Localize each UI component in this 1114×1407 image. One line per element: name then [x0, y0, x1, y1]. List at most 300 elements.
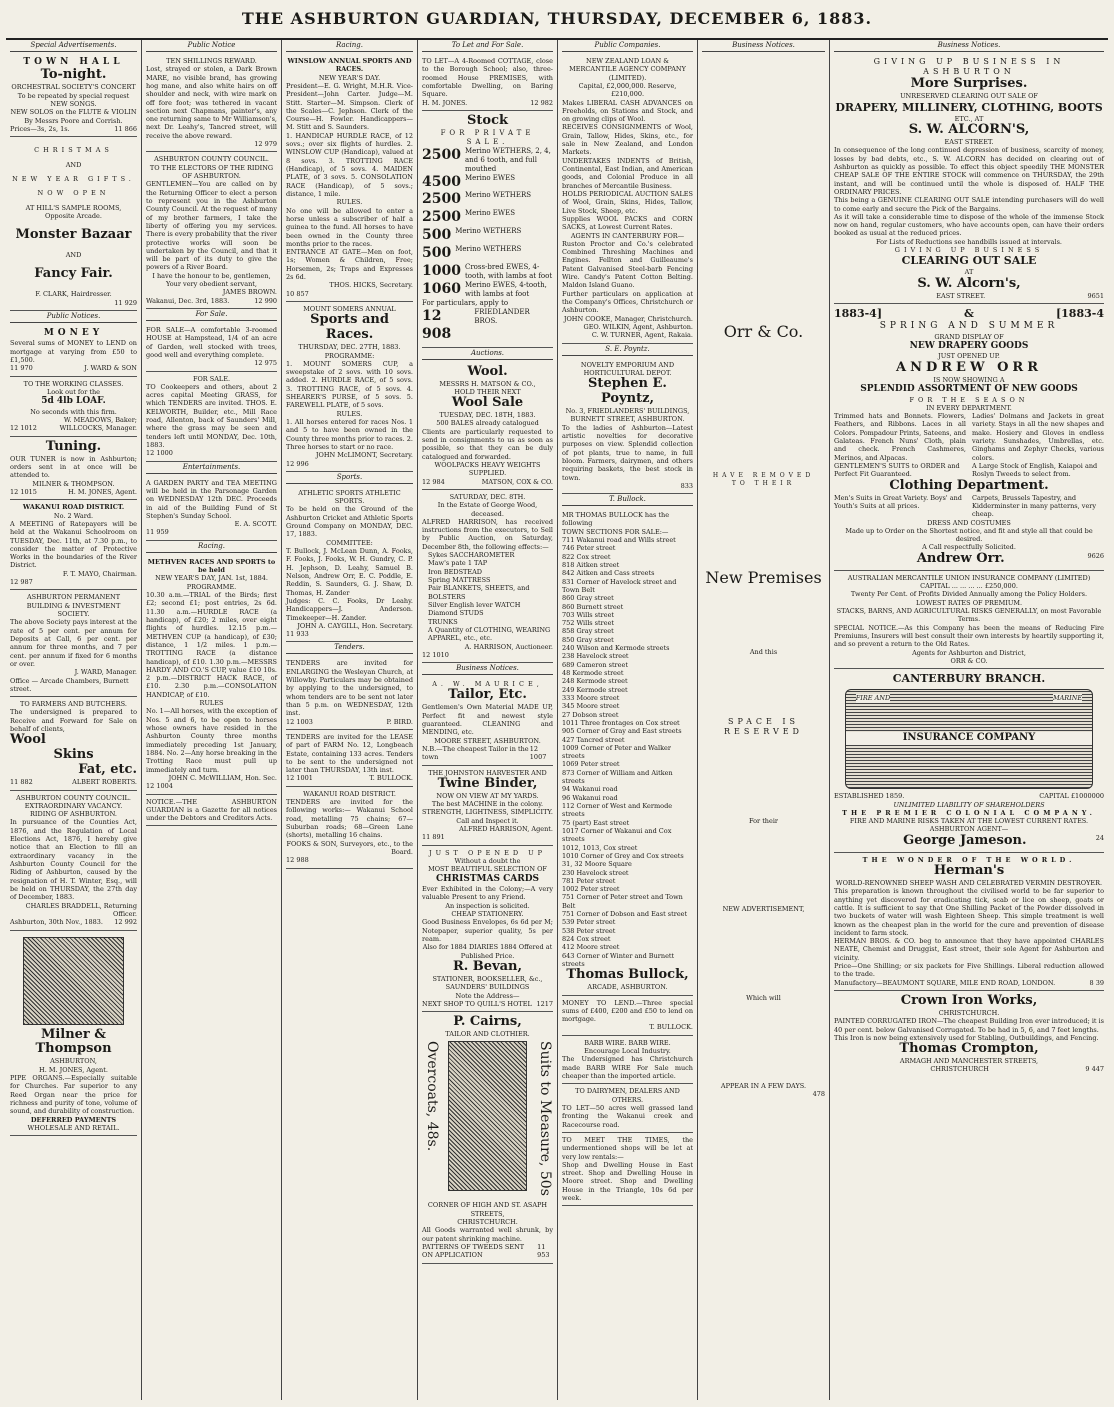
mount-somers-ad	[286, 302, 413, 472]
organ-ad	[10, 931, 137, 1137]
ad-heading: TO THE ELECTORS OF THE RIDING OF ASHBURTON.	[149, 163, 274, 181]
stock-item	[422, 209, 553, 227]
ad-text: This being a GENUINE CLEARING OUT SALE intending purchasers will do well to come early and secure the Pick of the Bargains.	[834, 196, 1104, 213]
ad-text: A Call respectfully Solicited.	[922, 543, 1016, 552]
ad-title: Fancy Fair.	[34, 266, 113, 282]
ad-text: 1. HANDICAP HURDLE RACE, of 12 sovs.; over six flights of hurdles. 2. WINSLOW CUP (Handicap), valued at 8 sovs. 3. TROTTING RACE (Handicap), of 5 sovs. 4. MAIDEN PLATE, of 3 sovs. 5. CONSOLATION RACE (Handicap), of 5 sovs.; distance, 1 mile.	[286, 131, 413, 198]
section-item: 230 Havelock street	[562, 868, 629, 877]
ad-text: Several sums of MONEY to LEND on mortgage at varying from £50 to £1,500.	[10, 339, 137, 365]
ad-text: No. 1—All horses, with the exception of Nos. 5 and 6, to be open to horses whose owners have resided in the Ashburton County three months immediately preceding 1st January, 1884. No. 2—Any horse breaking in the Trotting Race must pull up immediately and turn.	[146, 707, 277, 774]
section-item: 1017 Corner of Wakanui and Cox streets	[562, 826, 672, 844]
ad-title: Clothing Department.	[889, 477, 1049, 493]
section-item: 1012, 1013, Cox street	[562, 843, 638, 852]
ad-signature: JOHN C. McWILLIAM, Hon. Sec.	[168, 773, 277, 782]
ad-heading: DEFERRED PAYMENTS	[30, 1115, 117, 1124]
ad-heading: PROGRAMME.	[186, 582, 237, 591]
stock-desc: Merino EWES, 4-tooth, with lambs at foot	[464, 280, 547, 298]
insurance-badge-illustration	[845, 689, 1093, 789]
ad-text: TENDERS are invited for the following works:— Wakanui School road, metalling 75 chains; 67—Suburban roads; 68—Green Lane (shorts), metalling 16 chains.	[286, 798, 413, 840]
ad-text: UNLIMITED LIABILITY OF SHAREHOLDERS	[893, 800, 1045, 809]
ad-text: PATTERNS OF TWEEDS SENT ON APPLICATION	[422, 1242, 525, 1260]
ad-title: P. Cairns,	[453, 1014, 522, 1030]
ad-text: All Goods warranted well shrunk, by our patent shrinking machine.	[422, 1226, 553, 1243]
stock-qty: 500	[422, 245, 452, 262]
tender-church-ad	[286, 656, 413, 730]
ad-signature: H. M. JONES.	[422, 98, 468, 107]
ad-text: Further particulars on application at the Company's Offices, Christchurch or Ashburton.	[562, 289, 693, 315]
columns	[6, 40, 1108, 1400]
ad-heading: TEN SHILLINGS REWARD.	[166, 56, 257, 65]
section-heading: For Sale.	[146, 309, 277, 321]
stock-item	[422, 245, 553, 263]
ad-text: FIRE AND MARINE RISKS TAKEN AT THE LOWEST CURRENT RATES.	[849, 817, 1089, 826]
loan-company-ad	[562, 54, 693, 344]
section-item: 538 Peter street	[562, 926, 616, 935]
ad-text: In consequence of the long continued depression of business, scarcity of money, losses by bad debts, etc., S. W. ALCORN has decided on clearing out of Ashburton as quickly as possible. To effect this object speedily THE MONSTER CHEAP SALE OF THE ENTIRE STOCK will commence on THURSDAY, the 29th instant, and will be continued until the whole is disposed of. HALF THE ORDINARY PRICES.	[834, 146, 1104, 196]
ad-heading: MESSRS H. MATSON & CO.,	[439, 379, 536, 388]
section-heading: Entertainments.	[146, 462, 277, 474]
stock-qty: 1000	[422, 263, 461, 280]
ad-ref: 12 908	[422, 307, 452, 342]
athletic-ad	[286, 486, 413, 643]
ad-text: AND	[65, 251, 82, 260]
ad-text: OUR TUNER is now in Ashburton; orders sent in at once will be attended to.	[10, 454, 137, 480]
ad-text: ORCHESTRAL SOCIETY'S CONCERT	[11, 83, 136, 92]
ad-text: Made up to Order on the Shortest notice, and fit and style all that could be desired.	[845, 526, 1093, 544]
cairns-ad	[422, 1012, 553, 1263]
county-letter-ad	[146, 152, 277, 309]
ad-text: HOLD THEIR NEXT	[454, 387, 521, 396]
ad-text: AND	[65, 160, 82, 169]
section-item: 31, 32 Moore Square	[562, 860, 632, 869]
section-item: 751 Corner of Dobson and East street	[562, 910, 688, 919]
ad-text: Office — Arcade Chambers, Burnett street.	[10, 676, 129, 693]
ad-text: SAUNDERS' BUILDINGS	[445, 983, 530, 992]
stock-item	[422, 227, 553, 245]
stock-desc: Merino WETHERS	[464, 191, 532, 200]
ad-heading: ASHBURTON COUNTY COUNCIL.	[16, 793, 131, 802]
ad-heading: THE PREMIER COLONIAL COMPANY.	[842, 808, 1096, 817]
organ-illustration	[23, 937, 125, 1025]
ad-text: President—E. G. Wright, M.H.R. Vice-President—John Carter. Judge—M. Stitt. Starter—M. Simpson. Clerk of the Scales—C. Jephson. Clerk of the Course—H. Fowler. Handicappers—M. Stitt and S. Saunders.	[286, 81, 413, 132]
ad-signature: MATSON, COX & CO.	[481, 477, 553, 486]
money-ad	[10, 325, 137, 377]
methven-ad	[146, 555, 277, 795]
cottage-ad	[422, 54, 553, 111]
ad-heading: CHEAP STATIONERY.	[451, 910, 524, 919]
masthead: THE ASHBURTON GUARDIAN, THURSDAY, DECEMBER 6, 1883.	[6, 6, 1108, 40]
section-item: 643 Corner of Winter and Burnett streets	[562, 951, 675, 968]
ad-title: Milner & Thompson	[35, 1026, 112, 1057]
stock-ad	[422, 111, 553, 348]
ad-title: George Jameson.	[903, 832, 1027, 848]
ad-signature: JOHN COOKE, Manager, Christchurch.	[563, 314, 693, 323]
ad-text: Clients are particularly requested to send in consignments to us as soon as possible, so that they can be duly catalogued and forwarded.	[422, 427, 553, 461]
ad-text: WOOLPACKS HEAVY WEIGHTS SUPPLIED.	[434, 460, 541, 478]
section-heading: Tenders.	[286, 642, 413, 654]
ad-text: TUESDAY, DEC. 18TH, 1883.	[439, 411, 536, 420]
ad-text: PIPE ORGANS.—Especially suitable for Churches. Far superior to any Reed Organ near the price for richness and purity of tone, volume of sound, and durability of construction.	[10, 1074, 137, 1116]
ad-text: ALFRED HARRISON, has received instructions from the executors, to Sell by Public Auction, on Saturday, December 8th, the following effects:—	[422, 517, 553, 551]
ad-text: TO MEET THE TIMES, the undermentioned shops will be let at very low rentals:—	[562, 1135, 693, 1161]
ad-heading: NEW YEAR'S DAY, JAN. 1st, 1884.	[155, 574, 268, 583]
section-heading: Business Notices.	[702, 40, 825, 52]
section-item: 860 Burnett street	[562, 602, 624, 611]
ad-title: Stephen E. Poyntz,	[588, 376, 667, 407]
ad-text: MOST BEAUTIFUL SELECTION OF	[428, 865, 547, 874]
section-item: 27 Dobson street	[562, 710, 619, 719]
ad-text: WORLD-RENOWNED SHEEP WASH AND CELEBRATED VERMIN DESTROYER.	[835, 878, 1103, 887]
ad-text: WHOLESALE AND RETAIL.	[27, 1123, 120, 1132]
ad-text: HAVE REMOVED TO THEIR	[712, 472, 815, 488]
ad-ref: 11 929	[114, 298, 137, 307]
section-item: 75 (part) East street	[562, 818, 630, 827]
ad-text: For particulars, apply to	[422, 298, 509, 307]
ad-ref: 12 975	[254, 359, 277, 368]
ad-ref: 24	[1095, 833, 1104, 842]
ad-ref: 12 982	[530, 98, 553, 107]
sections-list	[562, 536, 693, 968]
ad-signature: W. MEADOWS, Baker;	[63, 416, 137, 425]
ad-title: S. W. ALCORN'S,	[908, 122, 1030, 138]
ad-text: STACKS, BARNS, AND AGRICULTURAL RISKS GENERALLY, on most Favorable Terms.	[836, 606, 1102, 624]
ad-text: Twenty Per Cent. of Profits Divided Annually among the Policy Holders.	[850, 590, 1088, 599]
ad-text: NOW OPEN	[37, 189, 110, 198]
ad-text: IN EVERY DEPARTMENT.	[926, 403, 1012, 412]
ad-text: A MEETING of Ratepayers will be held at the Wakanui Schoolroom on TUESDAY, Dec. 11th, at 7.30 p.m., to consider the matter of Protective Works in the boundaries of the River District.	[10, 519, 137, 570]
ad-heading: RULES.	[336, 409, 363, 418]
ad-signature: A. HARRISON, Auctioneer.	[464, 642, 553, 651]
herman-ad	[834, 853, 1104, 991]
stock-item	[422, 174, 553, 192]
ad-text: SPACE IS RESERVED	[724, 716, 803, 736]
ad-text: THURSDAY, DEC. 27TH, 1883.	[298, 343, 401, 352]
ad-ref: 12 987	[10, 578, 33, 587]
ad-text: H. M. JONES, Agent.	[39, 1065, 108, 1074]
ad-title: Fat, etc.	[78, 762, 137, 778]
ad-title: CHRISTMAS CARDS	[435, 873, 540, 884]
ad-text: NEW SONGS.	[50, 100, 97, 109]
section-item: 752 Wills street	[562, 619, 615, 628]
ad-text: Judges: C. C. Fooks, Dr Leahy. Handicappers—J. Anderson. Timekeeper—H. Zander.	[286, 596, 413, 622]
ad-text: HERMAN BROS. & CO. beg to announce that they have appointed CHARLES NEATE, Chemist and Druggist, East street, their sole Agent for Ashburton and vicinity.	[834, 937, 1104, 962]
ad-heading: AUSTRALIAN MERCANTILE UNION INSURANCE COMPANY (LIMITED)	[847, 573, 1091, 582]
column-3	[282, 40, 418, 1400]
loaf-ad	[10, 377, 137, 437]
column-1	[6, 40, 142, 1400]
ad-text: And this	[749, 648, 778, 657]
badge-text: INSURANCE COMPANY	[846, 732, 1092, 745]
ad-text: Call and Inspect it.	[456, 816, 519, 825]
ad-text: STRENGTH, LIGHTNESS, SIMPLICITY.	[422, 808, 553, 817]
ad-text: Without a doubt the	[454, 856, 521, 865]
ad-ref: 10 857	[286, 289, 309, 298]
ad-text: Encourage Local Industry.	[584, 1047, 671, 1056]
effect-item: Maw's pate 1 TAP	[428, 559, 488, 568]
ad-text: NEW ADVERTISEMENT,	[722, 905, 805, 914]
ad-title: Thomas Bullock,	[566, 967, 689, 983]
ad-title: Thomas Crompton,	[899, 1041, 1039, 1057]
ad-ref: 12 1010	[422, 650, 449, 659]
ad-ref: 11 933	[286, 630, 309, 639]
stock-desc: Cross-bred EWES, 4-tooth, with lambs at foot	[464, 263, 553, 281]
lend-ad	[562, 996, 693, 1036]
ad-text: Ladies' Dolmans and Jackets in great variety. Stays in all the new shapes and make. Hosiery and Gloves in endless variety. Sunshades, Umbrellas, etc. Ginghams and Zephyr Checks, various colors.	[972, 412, 1104, 462]
ad-text: JUST OPENED UP.	[938, 352, 1000, 361]
ad-text: No seconds with this firm.	[30, 407, 117, 416]
ad-heading: SPRING AND SUMMER	[879, 321, 1059, 332]
ad-heading: THE WONDER OF THE WORLD.	[862, 855, 1076, 864]
ad-text: The Undersigned has Christchurch made BARB WIRE For Sale much cheaper than the imported article.	[562, 1055, 693, 1081]
ad-heading: FOR PRIVATE SALE.	[440, 128, 535, 146]
ad-text: Supplies WOOL PACKS and CORN SACKS, at Lowest Current Rates.	[562, 214, 693, 232]
column-7	[830, 40, 1108, 1400]
ad-text: In pursuance of the Counties Act, 1876, and the Regulation of Local Elections Act, 1876, I hereby give notice that an Election to fill an extraordinary vacancy in the Ashburton County Council for the Riding of Ashburton, caused by the resignation of H. T. Winter, Esq., will be held on THURSDAY, the 27th day of December, 1883.	[10, 818, 137, 902]
ad-heading: EXTRAORDINARY VACANCY.	[24, 801, 123, 810]
ad-text: Manufactory—BEAUMONT SQUARE, MILE END ROAD, LONDON.	[834, 978, 1056, 987]
binder-ad	[422, 766, 553, 846]
section-heading: Sports.	[286, 472, 413, 484]
ad-title: Sports and Races.	[310, 312, 389, 343]
ad-title: [1883-4	[1055, 307, 1104, 321]
insurance-ad	[834, 571, 1104, 669]
town-sections-ad	[562, 508, 693, 995]
ad-text: Price—One Shilling; or six packets for Five Shillings. Liberal reduction allowed to the trade.	[834, 962, 1104, 979]
ad-signature: J. WARD, Manager.	[74, 668, 137, 677]
ad-signature: FOOKS & SON, Surveyors, etc., to the Board.	[286, 839, 413, 856]
ad-heading: TOWN SECTIONS FOR SALE:—	[562, 527, 669, 536]
stock-qty: 2500	[422, 146, 461, 163]
ad-heading: TO FARMERS AND BUTCHERS.	[20, 700, 127, 709]
section-item: 249 Kermode street	[562, 685, 628, 694]
ad-ref: 11 959	[146, 528, 169, 537]
wool-sale-ad	[422, 362, 553, 490]
ad-text: A GARDEN PARTY and TEA MEETING will be held in the Parsonage Garden on WEDNESDAY 12th DEC. Proceeds in aid of the Building Fund of St Stephen's Sunday School.	[146, 478, 277, 520]
ad-text: CHRISTCHURCH.	[457, 1218, 518, 1226]
ad-heading: ATHLETIC SPORTS ATHLETIC SPORTS.	[298, 488, 401, 506]
section-heading: Special Advertisements.	[10, 40, 137, 52]
ad-heading: AGENTS IN CANTERBURY FOR—	[570, 231, 685, 240]
ad-text: This preparation is known throughout the civilised world to be far superior to anything yet discovered for eradicating tick, scab or lice on sheep, goats or cattle. It is sufficient to say that One Shilling Packet of the Powder dissolved in two buckets of water will wash Eighteen Sheep. This simple treatment is well known as the cheapest plan in the world for the cure and prevention of disease incident to farm stock.	[834, 887, 1104, 937]
ad-text: To the ladies of Ashburton—Latest artistic novelties for decorative purposes on view. Splendid collection of pot plants, true to name, in full bloom. Farmers, dairymen, and others requiring baskets, the best stock in town.	[562, 423, 693, 482]
ad-text: CAPITAL ... ... ... ... £250,000.	[920, 582, 1018, 591]
ad-ref: 11 953	[537, 1242, 550, 1260]
ad-heading: DRESS AND COSTUMES	[927, 518, 1011, 527]
section-heading: Racing.	[146, 541, 277, 553]
ad-text: 10.30 a.m.—TRIAL of the Birds; first £2; second £1; post entries, 2s 6d. 11.30 a.m.—HURDLE RACE (a handicap), of £20; 2 miles, over eight flights of hurdles. 12.15 p.m.—METHVEN CUP (a handicap), of £30; distance, 1 1/2 miles. 1 p.m.—TROTTING RACE (a distance handicap), of £10. 1.30 p.m.—MESSRS HARDY AND CO.'S CUP, value £10 10s. 2 p.m.—DISTRICT HACK RACE, of £10. 2.30 p.m.—CONSOLATION HANDICAP, of £10.	[146, 591, 277, 699]
concert-ad	[10, 54, 137, 137]
ad-text: The best MACHINE in the colony.	[431, 800, 544, 809]
stock-qty: 4500	[422, 173, 461, 190]
ad-title: Twine Binder,	[437, 775, 538, 791]
stock-qty: 500	[422, 227, 452, 244]
ad-title: R. Bevan,	[452, 958, 523, 974]
ad-heading: MOUNT SOMERS ANNUAL	[303, 305, 396, 314]
section-item: 711 Wakanui road and Wills street	[562, 536, 676, 545]
ad-heading: CHRISTMAS	[34, 146, 113, 155]
section-heading: Racing.	[286, 40, 413, 52]
ad-signature: WILLCOCKS, Manager.	[59, 424, 137, 433]
effect-item: Pair BLANKETS, SHEETS, and BOLSTERS	[428, 584, 530, 601]
ad-title: 1883-4]	[834, 307, 883, 321]
section-item: 345 Moore street	[562, 702, 620, 711]
ad-ref: 12 1001	[286, 774, 313, 783]
stock-item	[422, 147, 553, 174]
ad-heading: METHVEN RACES AND SPORTS to be held	[147, 557, 276, 575]
ad-text: SPECIAL NOTICE.—As this Company has been the means of Reducing Fire Premiums, Insurers will best consult their own interests by heartily supporting it, and so prevent a return to the Old Rates.	[834, 623, 1104, 649]
ad-text: RECEIVES CONSIGNMENTS of Wool, Grain, Tallow, Hides, Skins, etc., for sale in New Zealand, and London Markets.	[562, 123, 693, 157]
ad-signature: THOS. HICKS, Secretary.	[329, 281, 413, 290]
effect-item: Spring MATTRESS	[428, 576, 491, 585]
ad-text: F. CLARK, Hairdresser.	[35, 290, 112, 299]
section-item: 824 Cox street	[562, 935, 611, 944]
ad-text: T. Bullock, J. McLean Dunn, A. Fooks, F. Fooks, J. Fooks, W. H. Gundry, C. P. H. Jephson, D. Leahy, Samuel B. Nelson, Andrew Orr, E. C. Poddle, E. Reddin, S. Saunders, G. J. Shaw, D. Thomas, H. Zander	[286, 547, 413, 597]
ad-text: ARMAGH AND MANCHESTER STREETS,	[899, 1057, 1039, 1066]
ad-heading: NEW YEAR GIFTS.	[12, 174, 135, 183]
ad-heading: COMMITTEE:	[326, 538, 373, 547]
ad-text: ENTRANCE AT GATE—Men on foot, 1s; Women & Children, Free; Horsemen, 2s; Traps and Expresses 2s 6d.	[286, 248, 413, 282]
ad-ref: 8 39	[1089, 978, 1104, 987]
badge-text: MARINE	[1052, 694, 1083, 703]
bazaar-ad	[10, 137, 137, 311]
ad-text: The undersigned is prepared to Receive and Forward for Sale on behalf of clients,	[10, 708, 137, 734]
ad-text: HOLDS PERIODICAL AUCTION SALES of Wool, Grain, Skins, Hides, Tallow, Live Stock, Sheep, etc.	[562, 189, 693, 215]
ad-text: For their	[748, 817, 779, 826]
ad-ref: 11 882	[10, 778, 33, 787]
ad-title: Stock	[467, 112, 508, 128]
section-item: 48 Kermode street	[562, 669, 624, 678]
ad-text: GENTLEMEN'S SUITS to ORDER and Perfect Fit Guaranteed.	[834, 462, 960, 479]
section-item: 112 Corner of West and Kermode streets	[562, 802, 673, 819]
ad-title: Skins	[53, 747, 94, 763]
ad-ref: 1217	[536, 999, 553, 1008]
shops-ad	[562, 1133, 693, 1207]
section-item: 905 Corner of Gray and East streets	[562, 727, 682, 736]
section-heading: Public Notice	[146, 40, 277, 52]
canterbury-ad	[834, 669, 1104, 853]
ad-signature: MILNER & THOMPSON.	[32, 479, 115, 488]
ad-ref: 12 1003	[286, 717, 313, 726]
winslow-ad	[286, 54, 413, 302]
ad-signature: ALFRED HARRISON, Agent.	[459, 825, 553, 834]
section-item: 248 Kermode street	[562, 677, 628, 686]
ad-signature: GEO. WILKIN, Agent, Ashburton.	[583, 322, 693, 331]
ad-text: Look out for the	[46, 388, 101, 396]
stock-item	[422, 191, 553, 209]
section-item: 860 Gray street	[562, 594, 614, 603]
ad-ref: 12 979	[254, 140, 277, 149]
section-item: 539 Peter street	[562, 918, 616, 927]
ad-ref: 12 990	[254, 296, 277, 305]
ad-title: To-night.	[40, 67, 107, 83]
section-item: 831 Corner of Havelock street and Town Belt	[562, 577, 677, 594]
ad-heading: BARB WIRE. BARB WIRE.	[584, 1038, 671, 1047]
ad-title: Wool Sale	[451, 395, 524, 411]
tender-lease-ad	[286, 730, 413, 787]
section-item: 96 Wakanui road	[562, 793, 618, 802]
tuning-ad	[10, 437, 137, 501]
section-heading: Public Companies.	[562, 40, 693, 52]
ad-text: Prices—3s, 2s, 1s.	[10, 124, 70, 133]
ad-text: Ever Exhibited in the Colony;—A very valuable Present to any Friend.	[422, 885, 553, 902]
ad-ref: 12 1012	[10, 424, 37, 433]
ad-title: Monster Bazaar	[15, 227, 132, 243]
ad-text: NOTICE.—THE ASHBURTON GUARDIAN is a Gazette for all notices under the Debtors and Creditors Acts.	[146, 797, 277, 823]
ad-title: Crown Iron Works,	[900, 993, 1038, 1009]
ad-title: &	[964, 307, 974, 321]
ad-text: ETC., AT	[954, 114, 984, 123]
ad-text: ESTABLISHED 1859.	[834, 792, 905, 801]
section-heading: To Let and For Sale.	[422, 40, 553, 52]
section-item: 858 Gray street	[562, 627, 614, 636]
county-ad	[10, 791, 137, 931]
ad-text: UNDERTAKES INDENTS of British, Continental, East Indian, and American goods, and Colonial Produce in all branches of Mercantile Business.	[562, 156, 693, 190]
building-ad	[10, 590, 137, 697]
section-heading: Business Notices.	[834, 40, 1104, 52]
effect-item: A Quantity of CLOTHING, WEARING APPAREL, etc., etc.	[428, 625, 551, 643]
dairymen-ad	[562, 1084, 693, 1133]
ad-title: SPLENDID ASSORTMENT OF NEW GOODS	[860, 384, 1078, 394]
section-item: 842 Aitken and Cass streets	[562, 569, 655, 578]
ad-text: Makes LIBERAL CASH ADVANCES on Freeholds, on Stations and Stock, and on growing clips of Wool.	[562, 98, 693, 124]
ad-text: Carpets, Brussels Tapestry, and Kidderminster in many patterns, very cheap.	[972, 493, 1097, 519]
ad-signature: P. BIRD.	[386, 717, 413, 726]
ad-signature: ORR & CO.	[950, 656, 988, 665]
crown-iron-ad	[834, 991, 1104, 1077]
ad-text: Ashburton, 30th Nov., 1883.	[10, 918, 103, 927]
effect-item: Diamond STUDS	[428, 609, 484, 618]
effect-item: Silver English lever WATCH	[428, 600, 521, 609]
ad-text: NEXT SHOP TO QUILL'S HOTEL	[422, 999, 532, 1008]
section-heading: Public Notices.	[10, 311, 137, 323]
ad-ref: 11 891	[422, 833, 445, 842]
section-item: 746 Peter street	[562, 544, 616, 553]
effect-item: TRUNKS	[428, 617, 458, 626]
ad-text: CORNER OF HIGH AND ST. ASAPH STREETS,	[427, 1201, 548, 1218]
section-heading: T. Bullock.	[562, 494, 693, 506]
ad-ref: 9 447	[1085, 1065, 1104, 1074]
section-item: 818 Aitken street	[562, 560, 620, 569]
ad-ref: 9626	[1087, 551, 1104, 560]
ad-text: MONEY TO LEND.—Three special sums of £400, £200 and £50 to lend on mortgage.	[562, 998, 693, 1024]
ad-text: An inspection is solicited.	[445, 901, 530, 910]
ad-heading: WINSLOW ANNUAL SPORTS AND RACES.	[287, 56, 412, 74]
ad-text: STATIONER, BOOKSELLER, &c.,	[432, 974, 543, 983]
ad-heading: NEW YEAR'S DAY.	[318, 73, 381, 82]
tailor-figure-block	[422, 1041, 553, 1201]
ad-ref: 12 988	[286, 856, 309, 865]
vertical-text: Suits to Measure, 50s	[537, 1041, 553, 1197]
section-item: 1009 Corner of Peter and Walker streets	[562, 743, 672, 761]
poyntz-ad	[562, 358, 693, 495]
ad-text: Ruston Proctor and Co.'s celebrated Combined Threshing Machines and Engines. Fellton and Guilleaume's Patent Galvanised Steel-barb Fencing Wire. Candy's Patent Cotton Belting. Maldon Island Guano.	[562, 239, 693, 290]
ad-ref: 11 866	[114, 124, 137, 133]
ad-text: In the Estate of George Wood, deceased.	[437, 501, 538, 518]
section-item: 94 Wakanui road	[562, 785, 618, 794]
ad-text: Gentlemen's Own Material MADE UP, Perfect fit and newest style guaranteed. CLEANING and MENDING, etc.	[422, 703, 553, 737]
ad-text: Opposite Arcade.	[45, 211, 102, 220]
section-item: 703 Wills street	[562, 610, 615, 619]
ad-text: PAINTED CORRUGATED IRON—The cheapest Building Iron ever introduced; it is 40 per cent. below Galvanised Corrugated. To be had in 5, 6, and 7 feet lengths.	[834, 1017, 1104, 1034]
ad-ref: 12 996	[286, 459, 309, 468]
ad-text: A Large Stock of English, Kaiapoi and Roslyn Tweeds to select from.	[972, 462, 1098, 479]
ad-text: AT HILL'S SAMPLE ROOMS,	[25, 203, 122, 212]
ad-text: ASHBURTON,	[50, 1057, 97, 1066]
ad-ref: 12 1007	[529, 744, 547, 762]
ad-text: ASHBURTON AGENT—	[929, 825, 1009, 834]
alcorn-ad	[834, 54, 1104, 304]
section-item: 1011 Three frontages on Cox street	[562, 718, 680, 727]
